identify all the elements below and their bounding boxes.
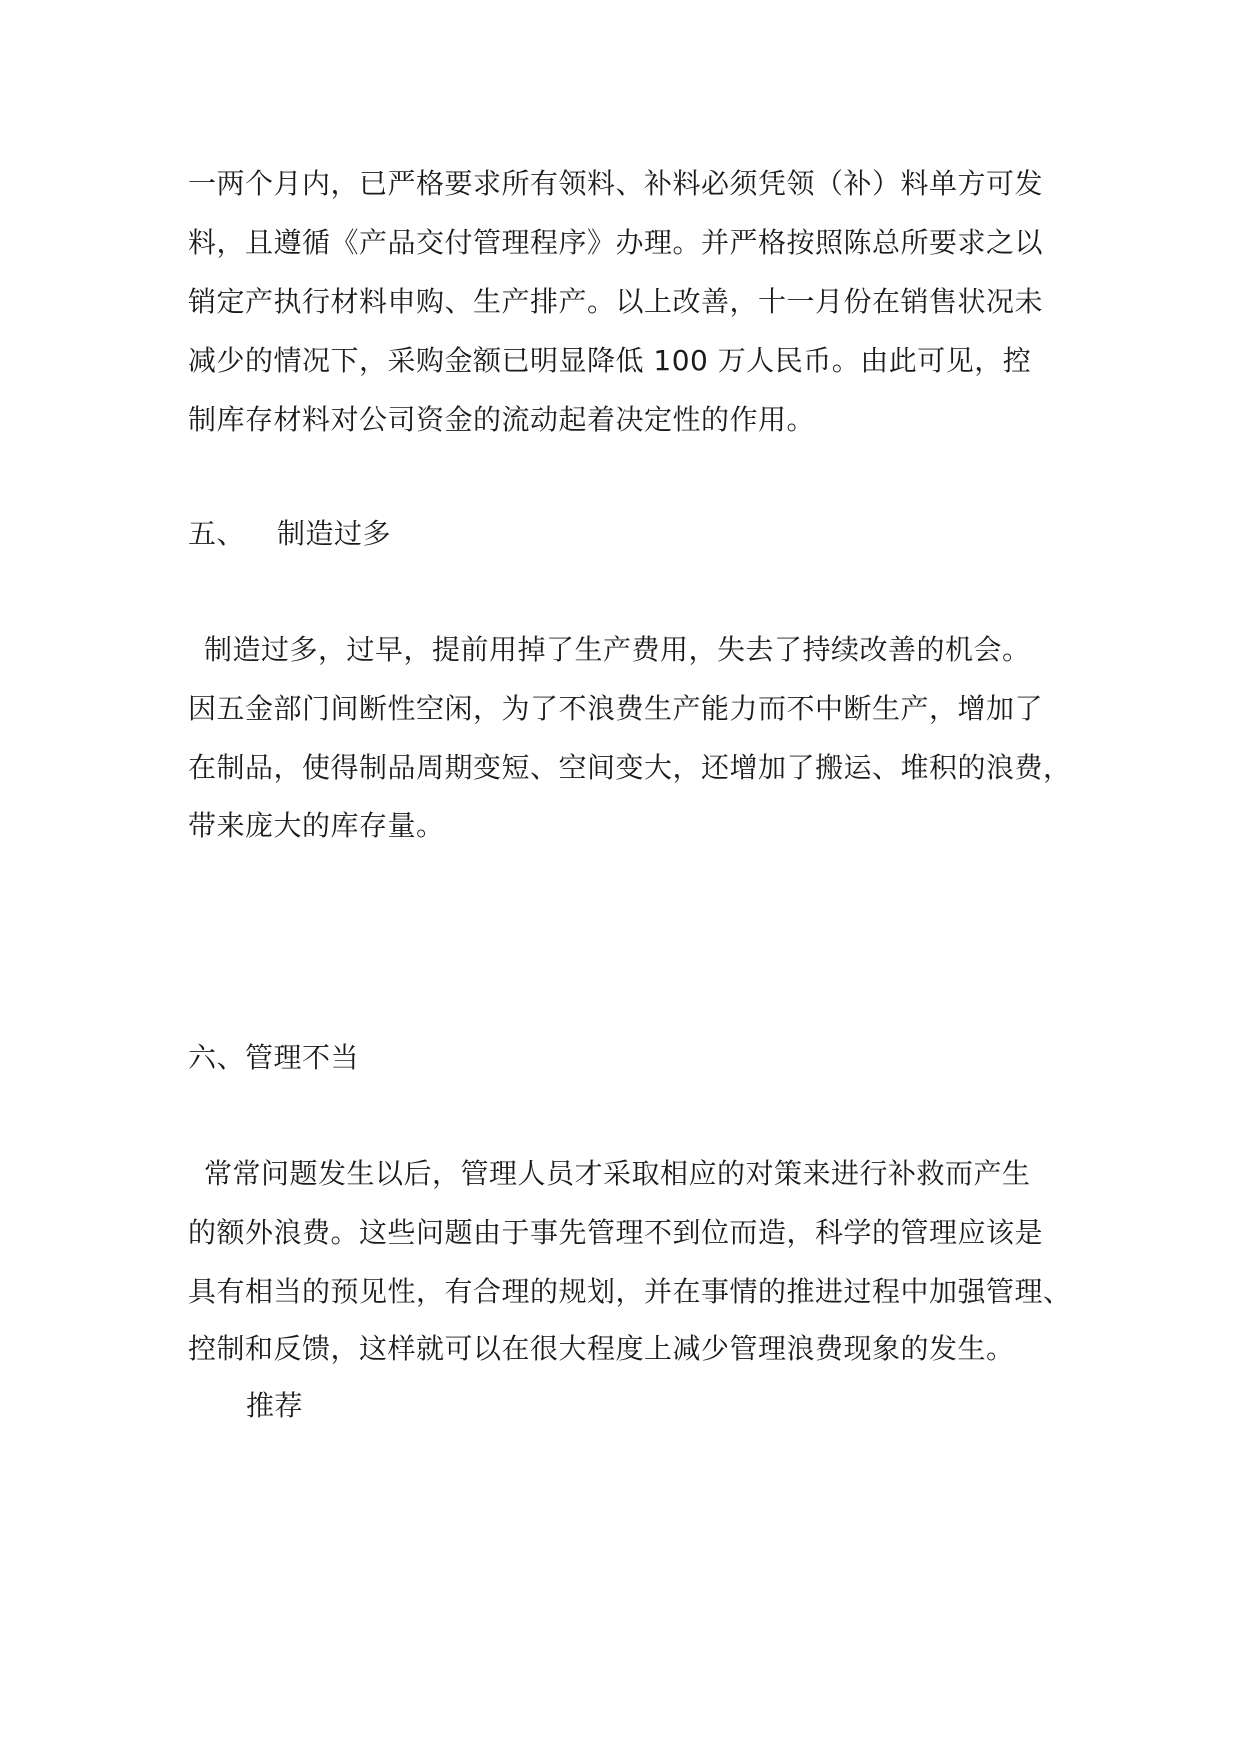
- paragraph-line: 具有相当的预见性，有合理的规划，并在事情的推进过程中加强管理、: [188, 1275, 1072, 1308]
- paragraph-line: 一两个月内，已严格要求所有领料、补料必须凭领（补）料单方可发: [188, 167, 1044, 200]
- paragraph-line: 在制品，使得制品周期变短、空间变大，还增加了搬运、堆积的浪费，: [188, 751, 1072, 784]
- paragraph-line: 常常问题发生以后，管理人员才采取相应的对策来进行补救而产生: [204, 1157, 1031, 1190]
- paragraph-line: 销定产执行材料申购、生产排产。以上改善，十一月份在销售状况未: [188, 285, 1044, 318]
- paragraph-line: 因五金部门间断性空闲，为了不浪费生产能力而不中断生产，增加了: [188, 692, 1044, 725]
- paragraph-line: 控制和反馈，这样就可以在很大程度上减少管理浪费现象的发生。: [188, 1332, 1015, 1365]
- paragraph-line: 减少的情况下，采购金额已明显降低 100 万人民币。由此可见，控: [188, 344, 1032, 377]
- recommend-text: 推荐: [246, 1389, 304, 1422]
- paragraph-line: 制造过多，过早，提前用掉了生产费用，失去了持续改善的机会。: [204, 633, 1031, 666]
- section-number: 五、: [188, 517, 246, 550]
- paragraph-line: 的额外浪费。这些问题由于事先管理不到位而造，科学的管理应该是: [188, 1216, 1044, 1249]
- paragraph-line: 料，且遵循《产品交付管理程序》办理。并严格按照陈总所要求之以: [188, 226, 1044, 259]
- paragraph-line: 带来庞大的库存量。: [188, 809, 445, 842]
- section-heading: [188, 514, 391, 554]
- section-title: 制造过多: [277, 517, 392, 550]
- section-heading: 六、管理不当: [188, 1041, 360, 1074]
- paragraph-line: 制库存材料对公司资金的流动起着决定性的作用。: [188, 403, 816, 436]
